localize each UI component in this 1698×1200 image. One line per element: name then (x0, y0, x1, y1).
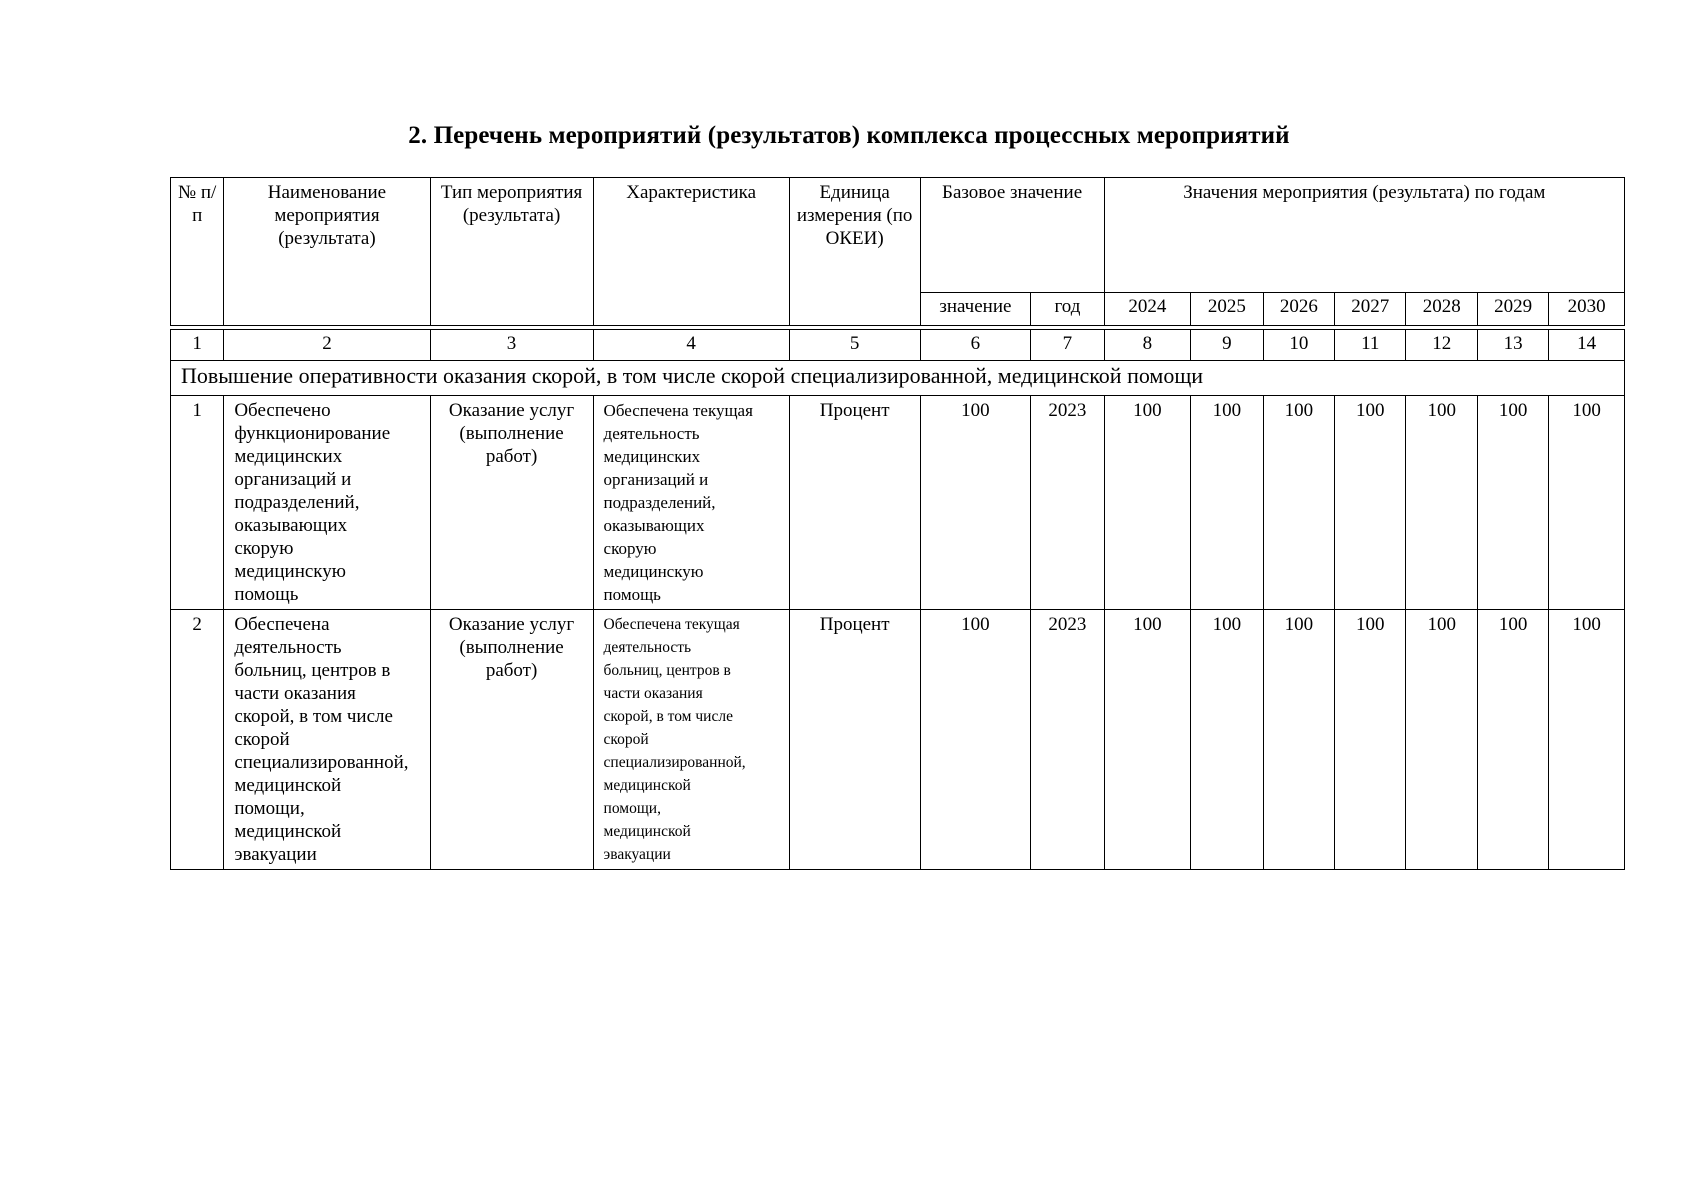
row-name-line: медицинскую (234, 561, 346, 582)
row-name-line: функционирование (234, 423, 391, 444)
row-char-line: медицинскую (603, 562, 704, 581)
row-characteristic (593, 396, 789, 610)
header-sub-year: год (1031, 293, 1104, 326)
row-base-value: 100 (920, 610, 1031, 870)
column-number: 4 (593, 330, 789, 361)
row-name-line: оказывающих (234, 515, 348, 536)
header-year: 2024 (1104, 293, 1191, 326)
row-type: Оказание услуг (выполнение работ) (430, 610, 593, 870)
row-char-line: Обеспечена текущая (603, 616, 740, 633)
header-num: № п/п (171, 178, 224, 326)
row-name-line: организаций и (234, 469, 352, 490)
section-row (171, 361, 1625, 396)
row-char-line: помощи, (603, 800, 661, 817)
row-base-year: 2023 (1031, 396, 1104, 610)
column-number: 9 (1191, 330, 1263, 361)
row-name-line: медицинских (234, 446, 343, 467)
row-name (224, 610, 430, 870)
row-char-line: помощь (603, 585, 661, 604)
row-char-line: больниц, центров в (603, 662, 731, 679)
header-sub-value: значение (920, 293, 1031, 326)
measures-table (170, 177, 1625, 870)
table-row (171, 610, 1625, 870)
row-name-line: Обеспечено (234, 400, 331, 421)
column-number-row (171, 330, 1625, 361)
row-value-2028: 100 (1406, 610, 1477, 870)
row-value-2028: 100 (1406, 396, 1477, 610)
column-number: 5 (789, 330, 920, 361)
row-base-value: 100 (920, 396, 1031, 610)
row-value-2025: 100 (1191, 396, 1263, 610)
header-year: 2029 (1477, 293, 1548, 326)
column-number: 3 (430, 330, 593, 361)
row-value-2024: 100 (1104, 610, 1191, 870)
row-value-2029: 100 (1477, 396, 1548, 610)
row-characteristic (593, 610, 789, 870)
column-number: 8 (1104, 330, 1191, 361)
row-base-year: 2023 (1031, 610, 1104, 870)
row-name-line: Обеспечена (234, 614, 330, 635)
column-number: 1 (171, 330, 224, 361)
header-year: 2027 (1335, 293, 1406, 326)
row-char-line: эвакуации (603, 846, 671, 863)
table-row (171, 396, 1625, 610)
header-unit: Единица измерения (по ОКЕИ) (789, 178, 920, 326)
row-char-line: Обеспечена текущая (603, 401, 753, 420)
row-name-line: скорой (234, 729, 290, 750)
row-name-line: эвакуации (234, 844, 317, 865)
header-year: 2025 (1191, 293, 1263, 326)
row-name-line: медицинской (234, 821, 342, 842)
row-name-line: помощи, (234, 798, 305, 819)
row-char-line: подразделений, (603, 493, 716, 512)
header-row (171, 178, 1625, 293)
row-char-line: деятельность (603, 639, 692, 656)
row-type: Оказание услуг (выполнение работ) (430, 396, 593, 610)
row-char-line: деятельность (603, 424, 700, 443)
row-value-2027: 100 (1335, 396, 1406, 610)
row-name-line: скорой, в том числе (234, 706, 393, 727)
column-number: 11 (1335, 330, 1406, 361)
row-char-line: скорую (603, 539, 657, 558)
row-value-2027: 100 (1335, 610, 1406, 870)
row-char-line: скорой, в том числе (603, 708, 733, 725)
column-number: 12 (1406, 330, 1477, 361)
row-name-line: скорую (234, 538, 294, 559)
column-number: 10 (1263, 330, 1334, 361)
row-name-line: подразделений, (234, 492, 360, 513)
page-title: 2. Перечень мероприятий (результатов) комплекса процессных мероприятий (408, 122, 1290, 149)
header-name: Наименование мероприятия (результата) (224, 178, 430, 326)
column-number: 13 (1477, 330, 1548, 361)
row-char-line: медицинской (603, 777, 691, 794)
row-name (224, 396, 430, 610)
row-value-2024: 100 (1104, 396, 1191, 610)
row-value-2025: 100 (1191, 610, 1263, 870)
section-title: Повышение оперативности оказания скорой, в том числе скорой специализированной, медицинской помощи (171, 361, 1625, 396)
row-char-line: скорой (603, 731, 649, 748)
row-number: 2 (171, 610, 224, 870)
row-char-line: медицинской (603, 823, 691, 840)
header-values-by-year: Значения мероприятия (результата) по годам (1104, 178, 1624, 293)
row-value-2029: 100 (1477, 610, 1548, 870)
row-unit: Процент (789, 610, 920, 870)
header-type: Тип мероприятия (результата) (430, 178, 593, 326)
row-char-line: части оказания (603, 685, 703, 702)
column-number: 6 (920, 330, 1031, 361)
header-base-value: Базовое значение (920, 178, 1104, 293)
header-year: 2030 (1549, 293, 1625, 326)
row-name-line: медицинской (234, 775, 342, 796)
row-name-line: специализированной, (234, 752, 409, 773)
row-value-2026: 100 (1263, 396, 1334, 610)
column-number: 14 (1549, 330, 1625, 361)
row-name-line: помощь (234, 584, 299, 605)
row-char-line: организаций и (603, 470, 709, 489)
row-value-2030: 100 (1549, 396, 1625, 610)
header-characteristic: Характеристика (593, 178, 789, 326)
row-number: 1 (171, 396, 224, 610)
row-char-line: оказывающих (603, 516, 705, 535)
row-value-2026: 100 (1263, 610, 1334, 870)
row-value-2030: 100 (1549, 610, 1625, 870)
row-name-line: больниц, центров в (234, 660, 391, 681)
header-year: 2026 (1263, 293, 1334, 326)
header-year: 2028 (1406, 293, 1477, 326)
row-char-line: медицинских (603, 447, 701, 466)
column-number: 7 (1031, 330, 1104, 361)
row-unit: Процент (789, 396, 920, 610)
column-number: 2 (224, 330, 430, 361)
row-name-line: части оказания (234, 683, 356, 704)
row-char-line: специализированной, (603, 754, 746, 771)
row-name-line: деятельность (234, 637, 342, 658)
